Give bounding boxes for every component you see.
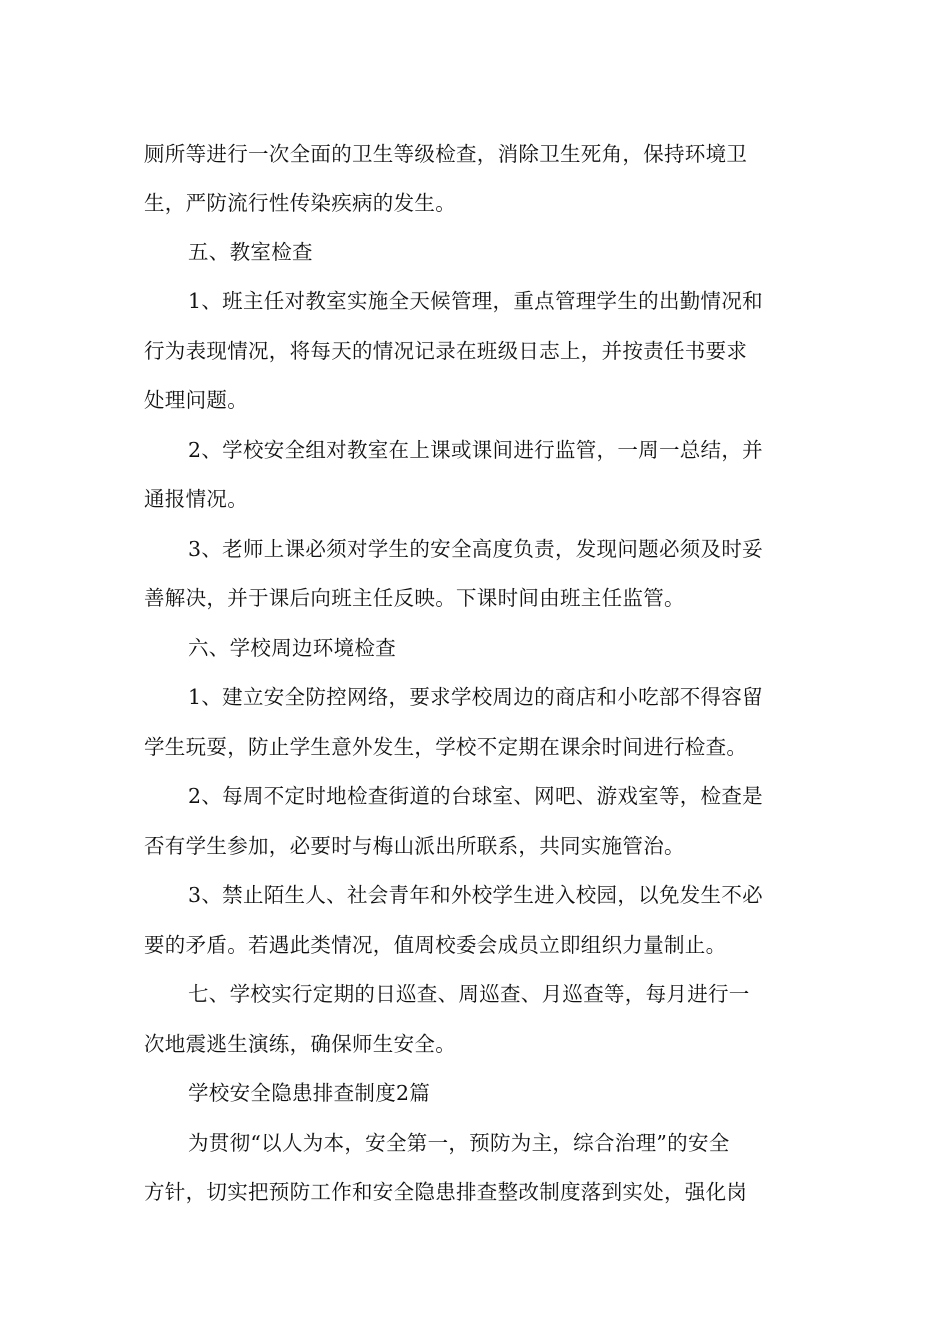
text-line: 方针，切实把预防工作和安全隐患排查整改制度落到实处，强化岗: [144, 1180, 748, 1204]
text-line: 处理问题。: [144, 388, 248, 412]
text-line: 为贯彻“以人为本，安全第一，预防为主，综合治理”的安全: [188, 1131, 730, 1155]
text-line: 要的矛盾。若遇此类情况，值周校委会成员立即组织力量制止。: [144, 933, 727, 957]
text-line: 3、老师上课必须对学生的安全高度负责，发现问题必须及时妥: [188, 537, 763, 561]
text-line: 生，严防流行性传染疾病的发生。: [144, 191, 456, 215]
text-line: 通报情况。: [144, 487, 248, 511]
section-heading: 学校安全隐患排查制度2篇: [188, 1081, 431, 1105]
text-line: 2、每周不定时地检查街道的台球室、网吧、游戏室等，检查是: [188, 784, 763, 808]
text-line: 七、学校实行定期的日巡查、周巡查、月巡查等，每月进行一: [188, 982, 750, 1006]
section-heading: 六、学校周边环境检查: [188, 636, 396, 660]
text-line: 2、学校安全组对教室在上课或课间进行监管，一周一总结，并: [188, 438, 763, 462]
text-line: 学生玩耍，防止学生意外发生，学校不定期在课余时间进行检查。: [144, 735, 748, 759]
text-line: 次地震逃生演练，确保师生安全。: [144, 1032, 456, 1056]
text-line: 1、班主任对教室实施全天候管理，重点管理学生的出勤情况和: [188, 289, 763, 313]
text-line: 否有学生参加，必要时与梅山派出所联系，共同实施管治。: [144, 834, 685, 858]
text-line: 3、禁止陌生人、社会青年和外校学生进入校园，以免发生不必: [188, 883, 763, 907]
text-line: 厕所等进行一次全面的卫生等级检查，消除卫生死角，保持环境卫: [144, 142, 748, 166]
section-heading: 五、教室检查: [188, 240, 313, 264]
text-line: 1、建立安全防控网络，要求学校周边的商店和小吃部不得容留: [188, 685, 763, 709]
text-line: 善解决，并于课后向班主任反映。下课时间由班主任监管。: [144, 586, 685, 610]
text-line: 行为表现情况，将每天的情况记录在班级日志上，并按责任书要求: [144, 339, 748, 363]
